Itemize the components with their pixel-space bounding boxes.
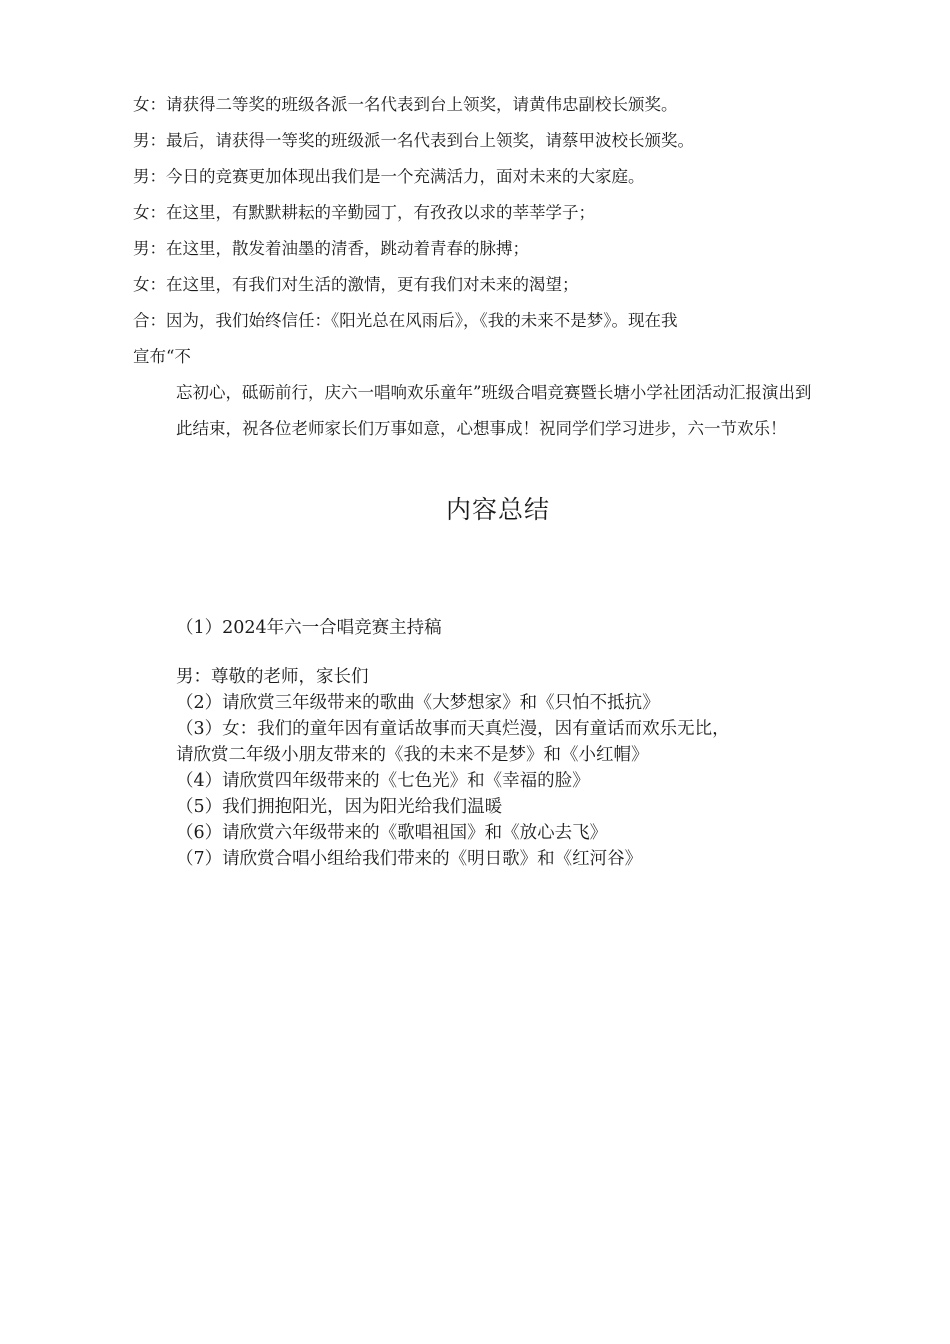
script-line: 男：在这里，散发着油墨的清香，跳动着青春的脉搏； bbox=[133, 239, 529, 258]
script-line: 女：请获得二等奖的班级各派一名代表到台上领奖，请黄伟忠副校长颁奖。 bbox=[133, 95, 678, 114]
summary-item: （7）请欣赏合唱小组给我们带来的《明日歌》和《红河谷》 bbox=[176, 849, 643, 869]
script-line: 合：因为，我们始终信任：《阳光总在风雨后》，《我的未来不是梦》。现在我 bbox=[133, 311, 678, 330]
summary-item: 请欣赏二年级小朋友带来的《我的未来不是梦》和《小红帽》 bbox=[176, 745, 649, 765]
script-line: 女：在这里，有默默耕耘的辛勤园丁，有孜孜以求的莘莘学子； bbox=[133, 203, 595, 222]
summary-heading: （1）2024年六一合唱竞赛主持稿 bbox=[176, 618, 442, 638]
script-continuation: 忘初心，砥砺前行，庆六一唱响欢乐童年”班级合唱竞赛暨长塘小学社团活动汇报演出到此结束，祝各位老师家长们万事如意，心想事成！祝同学们学习进步，六一节欢乐！ bbox=[176, 383, 812, 438]
summary-item: （2）请欣赏三年级带来的歌曲《大梦想家》和《只怕不抵抗》 bbox=[176, 693, 660, 713]
summary-item: （5）我们拥抱阳光，因为阳光给我们温暖 bbox=[176, 797, 503, 817]
script-line: 男：今日的竞赛更加体现出我们是一个充满活力，面对未来的大家庭。 bbox=[133, 167, 645, 186]
script-line: 宣布“不 bbox=[133, 347, 191, 366]
summary-item: 男：尊敬的老师，家长们 bbox=[176, 667, 369, 687]
summary-title: 内容总结 bbox=[445, 495, 550, 524]
summary-section bbox=[176, 612, 836, 872]
script-line: 男：最后，请获得一等奖的班级派一名代表到台上领奖，请蔡甲波校长颁奖。 bbox=[133, 131, 694, 150]
summary-item: （3）女：我们的童年因有童话故事而天真烂漫，因有童话而欢乐无比， bbox=[176, 719, 730, 739]
summary-item: （6）请欣赏六年级带来的《歌唱祖国》和《放心去飞》 bbox=[176, 823, 608, 843]
script-line: 女：在这里，有我们对生活的激情，更有我们对未来的渴望； bbox=[133, 275, 579, 294]
host-script bbox=[133, 87, 823, 447]
summary-item: （4）请欣赏四年级带来的《七色光》和《幸福的脸》 bbox=[176, 771, 590, 791]
